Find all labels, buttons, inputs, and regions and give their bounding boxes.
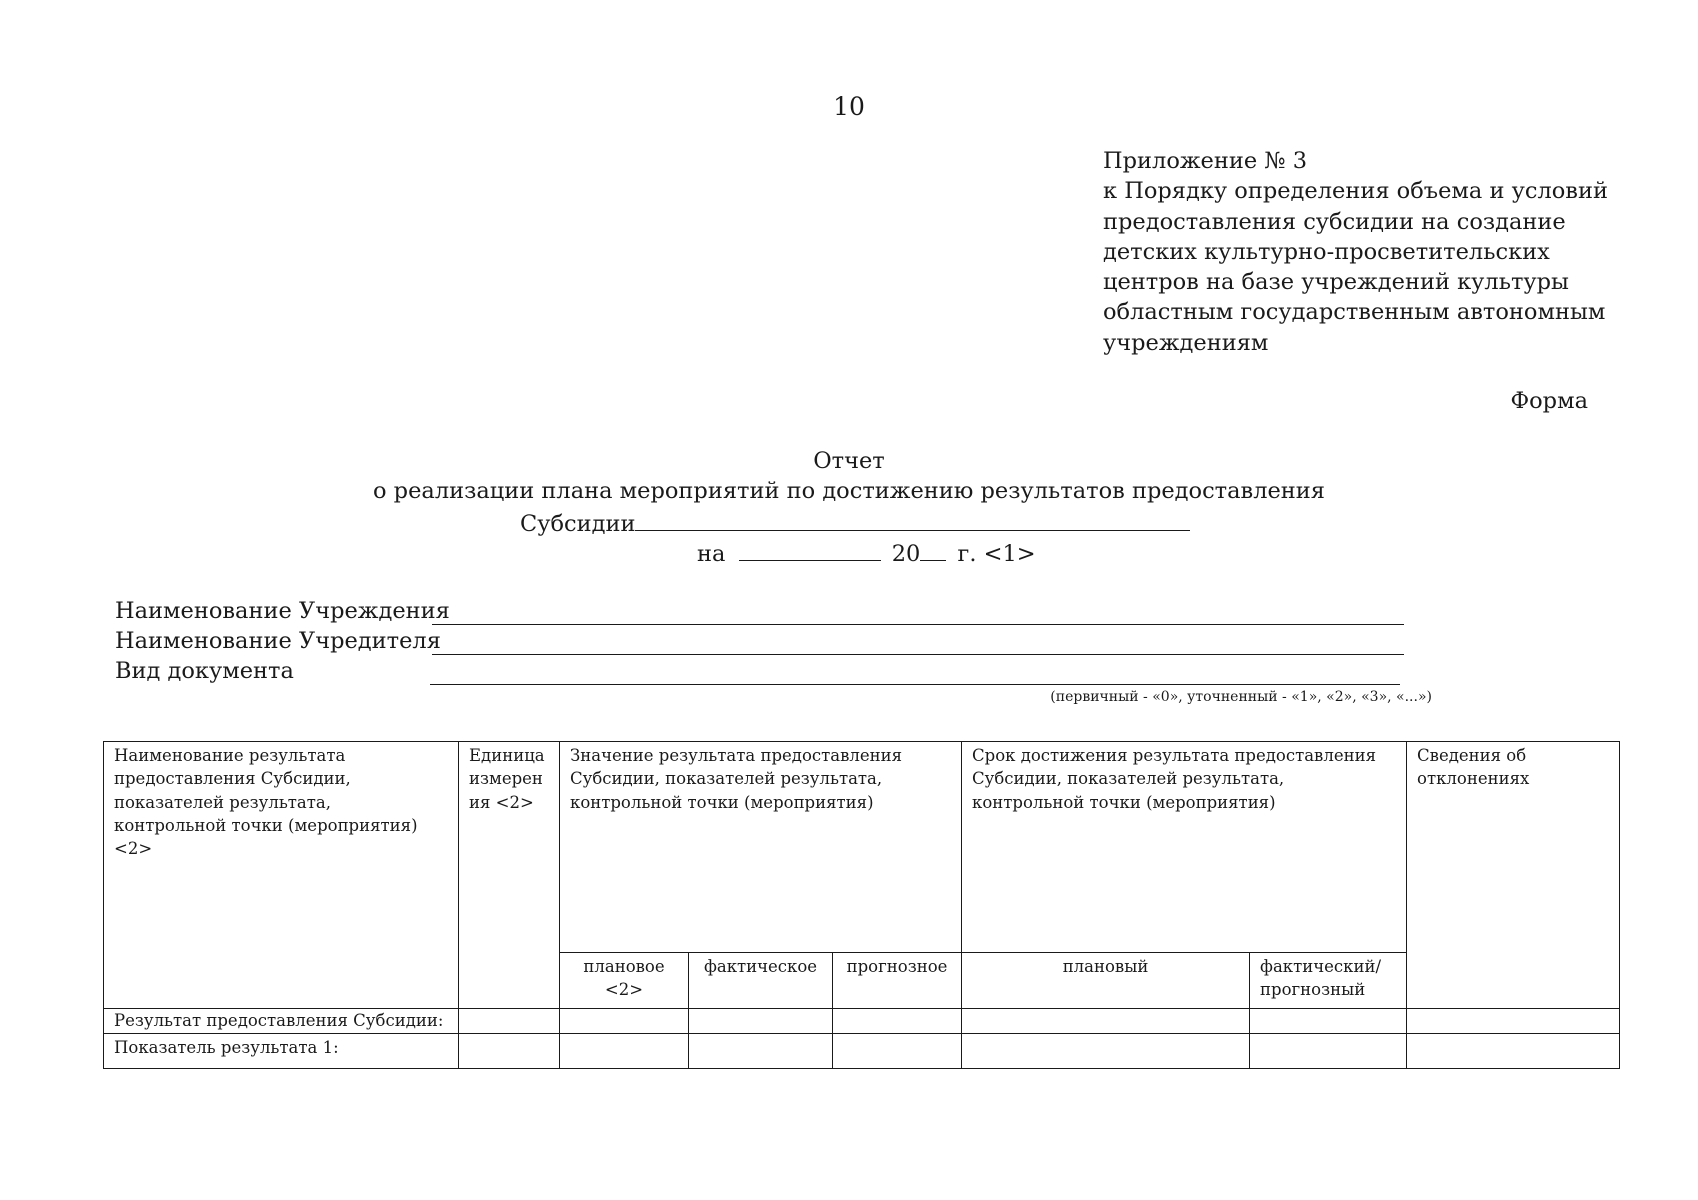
appendix-line: Приложение № 3 — [1103, 148, 1308, 174]
report-table — [103, 741, 1620, 1069]
institution-label: Наименование Учреждения — [115, 598, 450, 624]
header-deadline-actual: фактический/ прогнозный — [1250, 953, 1407, 1009]
year-prefix: 20 — [891, 541, 921, 567]
table-cell[interactable] — [459, 1034, 560, 1069]
header-value-actual: фактическое — [689, 953, 833, 1009]
date-suffix: г. <1> — [957, 541, 1036, 567]
header-value-planned: плановое <2> — [560, 953, 689, 1009]
table-row — [104, 1034, 1620, 1069]
table-cell[interactable] — [689, 1034, 833, 1069]
table-row — [104, 1009, 1620, 1034]
header-value-group: Значение результата предоставления Субсидии, показателей результата, контрольной точки (мероприятия) — [560, 742, 962, 953]
page-number: 10 — [833, 92, 865, 121]
institution-blank[interactable] — [432, 602, 1404, 625]
subsidy-blank[interactable] — [635, 508, 1190, 531]
subsidy-line — [520, 508, 1190, 537]
header-unit: Единица измерен ия <2> — [459, 742, 560, 1009]
appendix-line: к Порядку определения объема и условий — [1103, 178, 1608, 205]
header-deadline-group: Срок достижения результата предоставления Субсидии, показателей результата, контрольной точки (мероприятия) — [962, 742, 1407, 953]
header-deviations: Сведения об отклонениях — [1407, 742, 1620, 1009]
table-cell[interactable] — [459, 1009, 560, 1034]
doc-type-hint: (первичный - «0», уточненный - «1», «2», «3», «...») — [1050, 689, 1432, 705]
appendix-block — [1103, 146, 1663, 358]
year-blank[interactable] — [920, 538, 946, 561]
row-label: Результат предоставления Субсидии: — [104, 1009, 459, 1034]
founder-blank[interactable] — [432, 632, 1404, 655]
doc-type-label: Вид документа — [115, 658, 294, 684]
header-result-name: Наименование результата предоставления Субсидии, показателей результата, контрольной точки (мероприятия) <2> — [104, 742, 459, 1009]
table-cell[interactable] — [1407, 1034, 1620, 1069]
appendix-line: центров на базе учреждений культуры — [1103, 269, 1569, 296]
table-cell[interactable] — [833, 1034, 962, 1069]
founder-label: Наименование Учредителя — [115, 628, 441, 654]
table-cell[interactable] — [962, 1034, 1250, 1069]
subsidy-label: Субсидии — [520, 511, 636, 537]
report-subtitle: о реализации плана мероприятий по достижению результатов предоставления — [372, 478, 1325, 504]
table-cell[interactable] — [560, 1034, 689, 1069]
appendix-line: учреждениям — [1103, 329, 1269, 356]
table-cell[interactable] — [1407, 1009, 1620, 1034]
row-label: Показатель результата 1: — [104, 1034, 459, 1069]
table-cell[interactable] — [962, 1009, 1250, 1034]
appendix-line: детских культурно-просветительских — [1103, 238, 1550, 265]
form-label: Форма — [1510, 388, 1588, 414]
header-deadline-planned: плановый — [962, 953, 1250, 1009]
table-cell[interactable] — [1250, 1009, 1407, 1034]
table-cell[interactable] — [689, 1009, 833, 1034]
table-cell[interactable] — [1250, 1034, 1407, 1069]
appendix-line: предоставления субсидии на создание — [1103, 208, 1566, 235]
month-blank[interactable] — [739, 538, 881, 561]
doc-type-blank[interactable] — [430, 662, 1400, 685]
date-prefix: на — [697, 541, 726, 567]
header-value-forecast: прогнозное — [833, 953, 962, 1009]
table-cell[interactable] — [833, 1009, 962, 1034]
table-cell[interactable] — [560, 1009, 689, 1034]
date-line — [697, 538, 1036, 567]
appendix-line: областным государственным автономным — [1103, 299, 1606, 326]
report-title: Отчет — [813, 448, 885, 474]
